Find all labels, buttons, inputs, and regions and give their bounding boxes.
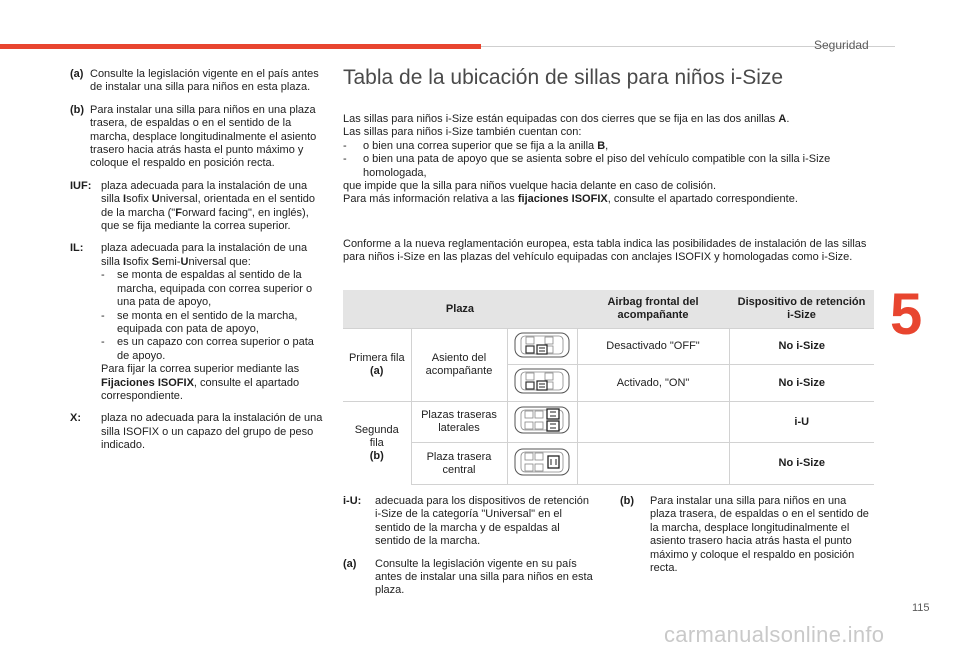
airbag-status: Activado, "ON" [577, 365, 729, 402]
regulation-paragraph: Conforme a la nueva reglamentación europea, esta tabla indica las posibilidades de instalación de las sillas para niños i-Size en las plazas del vehículo equipadas con anclajes ISOFIX y homologadas como i-Size. [343, 238, 867, 264]
list-item: - se monta de espaldas al sentido de la marcha, equipada con correa superior o una pata de apoyo, [101, 269, 313, 309]
device-status: i-U [729, 402, 874, 443]
header-device: Dispositivo de retención i-Size [729, 290, 874, 329]
left-column [70, 68, 326, 462]
footer-notes-right [620, 495, 870, 584]
airbag-status: Desactivado "OFF" [577, 329, 729, 365]
device-status: No i-Size [729, 329, 874, 365]
note-text: Para instalar una silla para niños en una plaza trasera, de espaldas o en el sentido de la marcha, desplace longitudinalmente el asiento trasero hacia atrás hasta el punto máximo y coloque el respaldo en posición recta. [650, 495, 869, 575]
definition-text: plaza adecuada para la instalación de una silla Isofix Semi-Universal que: [101, 242, 308, 268]
note-b [620, 495, 870, 575]
airbag-status [577, 443, 729, 485]
note-term: (a) [70, 68, 84, 80]
definition-term: X: [70, 412, 81, 425]
row-seat: Plazas traseras laterales [411, 402, 507, 443]
definition-text: plaza no adecuada para la instalación de una silla ISOFIX o un capazo del grupo de peso indicado. [101, 412, 323, 452]
definition-text: adecuada para los dispositivos de retención i-Size de la categoría "Universal" en el sentido de la marcha y de espaldas al sentido de la marcha. [375, 495, 590, 548]
row-plaza: Primera fila (a) [343, 329, 411, 402]
note-term: (b) [70, 103, 85, 116]
row-plaza: Segunda fila (b) [343, 402, 411, 485]
definition-term: IUF: [70, 179, 92, 192]
car-front-seat-icon [507, 365, 577, 402]
note-a [343, 558, 598, 598]
intro-text [343, 113, 878, 207]
list-item: - o bien una correa superior que se fija a la anilla B, [343, 139, 609, 152]
definition-term: i-U: [343, 495, 362, 507]
isofix-reference: Para fijar la correa superior mediante las Fijaciones ISOFIX, consulte el apartado correspondiente. [101, 363, 300, 402]
page-title: Tabla de la ubicación de sillas para niños i-Size [343, 66, 784, 89]
header-airbag: Airbag frontal del acompañante [577, 290, 729, 329]
page-number: 115 [912, 602, 930, 614]
note-text: Consulte la legislación vigente en el país antes de instalar una silla para niños en esta plaza. [90, 68, 319, 94]
definition-x [70, 412, 326, 452]
note-text: Para instalar una silla para niños en una plaza trasera, de espaldas o en el sentido de la marcha, desplace longitudinalmente el asiento trasero hacia atrás hasta el punto máximo y coloque el respaldo en posición recta. [90, 103, 317, 170]
definition-iuf [70, 180, 326, 234]
paragraph: que impide que la silla para niños vuelque hacia delante en caso de colisión. [343, 180, 717, 193]
device-status: No i-Size [729, 365, 874, 402]
row-seat: Asiento del acompañante [411, 329, 507, 402]
definition-text: plaza adecuada para la instalación de una silla Isofix Universal, orientada en el sentido de la marcha ("Forward facing", en inglés), que se fija mediante la correa superior. [101, 179, 316, 233]
car-rear-side-seats-icon [507, 402, 577, 443]
note-term: (b) [620, 495, 635, 507]
table-row [343, 443, 874, 485]
car-front-seat-icon [507, 329, 577, 365]
table-header-row [343, 290, 874, 329]
note-text: Consulte la legislación vigente en su país antes de instalar una silla para niños en esta plaza. [375, 557, 593, 597]
paragraph: Las sillas para niños i-Size están equipadas con dos cierres que se fija en las dos anillas A. [343, 113, 790, 125]
list-item: - se monta en el sentido de la marcha, equipada con pata de apoyo, [101, 309, 298, 335]
paragraph: Para más información relativa a las fijaciones ISOFIX, consulte el apartado correspondiente. [343, 193, 798, 206]
definition-iu [343, 495, 598, 549]
footer-notes-left [343, 495, 598, 607]
list-item: - o bien una pata de apoyo que se asienta sobre el piso del vehículo compatible con la silla i-Size homologada, [343, 153, 831, 179]
note-b [70, 104, 326, 171]
row-seat: Plaza trasera central [411, 443, 507, 485]
car-rear-center-seat-icon [507, 443, 577, 485]
definition-il [70, 242, 326, 403]
device-status: No i-Size [729, 443, 874, 485]
note-a [70, 68, 326, 95]
section-title: Seguridad [814, 38, 869, 52]
table-row [343, 329, 874, 365]
airbag-status [577, 402, 729, 443]
header-accent-bar [0, 44, 481, 49]
isize-seat-table [343, 290, 874, 485]
table-row [343, 402, 874, 443]
definition-term: IL: [70, 242, 84, 255]
header-plaza: Plaza [343, 290, 577, 329]
note-term: (a) [343, 557, 357, 570]
watermark: carmanualsonline.info [664, 622, 885, 647]
list-item: - es un capazo con correa superior o pata de apoyo. [101, 336, 314, 362]
chapter-number: 5 [890, 282, 923, 347]
paragraph: Las sillas para niños i-Size también cuentan con: [343, 126, 582, 139]
